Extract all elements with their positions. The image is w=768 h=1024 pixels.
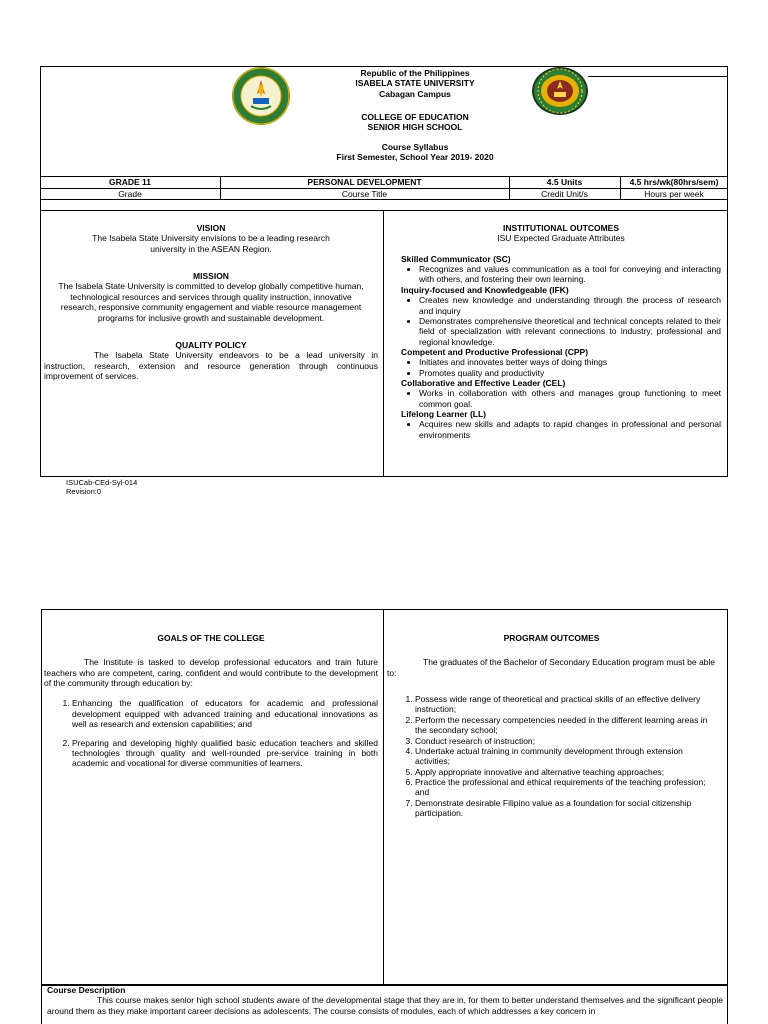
course-title-label: Course Title	[341, 189, 388, 199]
quality-policy-heading: QUALITY POLICY	[175, 339, 247, 350]
quality-policy-body: The Isabela State University endeavors to be a lead university in instruction, research, extension and resource generation through continuous improvement of services.	[44, 350, 378, 381]
io-group-title-ll: Lifelong Learner (LL)	[401, 409, 486, 420]
page1-body-divider	[383, 210, 384, 477]
io-group-title-cpp: Competent and Productive Professional (CPP)	[401, 346, 589, 357]
program-outcomes-intro	[387, 657, 716, 678]
credit-units-label: Credit Unit/s	[541, 189, 588, 199]
goals-intro-text: The Institute is tasked to develop professional educators and train future teachers who are competent, caring, confident and would contribute to the development of the community through education by:	[44, 657, 378, 689]
program-outcomes-column	[387, 633, 716, 818]
header-block	[291, 68, 539, 99]
credit-units-value: 4.5 Units	[546, 177, 583, 187]
goals-list	[44, 698, 378, 768]
mission-heading: MISSION	[193, 271, 229, 282]
io-list-sc	[401, 264, 721, 285]
isu-seal-logo	[231, 66, 291, 126]
program-outcome-item: 6. Practice the professional and ethical requirements of the teaching profession; and	[415, 777, 716, 798]
goals-column	[44, 633, 378, 777]
header-college: COLLEGE OF EDUCATION	[361, 112, 469, 122]
io-item: • Demonstrates comprehensive theoretical and technical concepts related to their field of specialization with relevant connections to industry, professional and regional knowledge.	[419, 316, 721, 347]
course-title-value: PERSONAL DEVELOPMENT	[307, 177, 422, 187]
io-group-title-cel: Collaborative and Effective Leader (CEL)	[401, 378, 566, 389]
program-outcome-item: 5. Apply appropriate innovative and alternative teaching approaches;	[415, 767, 716, 777]
header-college-block	[291, 112, 539, 133]
grade-label: Grade	[118, 189, 142, 199]
mission-text: The Isabela State University is committed to develop globally competitive human, technological resources and services through quality instruction, innovative research, responsive community engagement and viable resource management programs for inclusive growth and sustainable development.	[58, 281, 364, 323]
goals-heading: GOALS OF THE COLLEGE	[157, 633, 265, 643]
io-item: • Works in collaboration with others and manages group functioning to meet common goal.	[419, 388, 721, 409]
io-item: • Promotes quality and productivity	[419, 368, 721, 378]
io-item: • Initiates and innovates better ways of doing things	[419, 357, 721, 367]
program-outcome-item: 1. Possess wide range of theoretical and practical skills of an effective delivery instruction;	[415, 694, 716, 715]
io-heading: INSTITUTIONAL OUTCOMES	[502, 223, 619, 233]
header-school: SENIOR HIGH SCHOOL	[367, 122, 463, 133]
program-outcome-item: 2. Perform the necessary competencies needed in the different learning areas in the secondary school;	[415, 715, 716, 736]
vision-heading: VISION	[196, 223, 226, 233]
header-top-right-rule	[588, 76, 728, 77]
vmq-column	[44, 223, 378, 381]
course-description-heading: Course Description	[47, 985, 126, 995]
hours-per-week-label: Hours per week	[644, 189, 704, 199]
header-semester: First Semester, School Year 2019- 2020	[336, 152, 494, 163]
header-campus: Cabagan Campus	[379, 88, 451, 99]
doc-revision: Revision:0	[66, 487, 102, 497]
io-item: • Acquires new skills and adapts to rapid changes in professional and personal environments	[419, 419, 721, 440]
goals-intro	[44, 657, 378, 688]
header-university: ISABELA STATE UNIVERSITY	[355, 78, 475, 89]
course-description-body: This course makes senior high school students aware of the developmental stage that they are in, for them to better understand themselves and the significant people around them as they make important career decisions as adolescents. The course consists of modules, each of which addresses a key concern in	[47, 995, 723, 1016]
vision-text: The Isabela State University envisions to be a leading research university in the ASEAN Region.	[92, 233, 330, 254]
program-outcomes-list	[387, 694, 716, 818]
page2-body-divider	[383, 609, 384, 985]
doc-footer	[66, 478, 137, 496]
io-list-ifk	[401, 295, 721, 347]
program-outcome-item: 7. Demonstrate desirable Filipino value as a foundation for social citizenship participation.	[415, 798, 716, 819]
goal-item: 2. Preparing and developing highly qualified basic education teachers and skilled technologies through quality and well-rounded pre-service training in both academic and vocational for diverse communities of learners.	[72, 738, 378, 769]
quality-policy-text	[44, 350, 378, 381]
io-list-cpp	[401, 357, 721, 378]
course-description-text	[47, 995, 723, 1016]
program-outcome-item: 4. Undertake actual training in community development through extension activities;	[415, 746, 716, 767]
io-list-cel	[401, 388, 721, 409]
course-table-spacer-bottom	[40, 210, 728, 211]
io-item: • Creates new knowledge and understanding through the process of research and inquiry	[419, 295, 721, 316]
header-republic: Republic of the Philippines	[360, 68, 470, 78]
goal-item: 1. Enhancing the qualification of educators for academic and professional development equipped with advanced training and educational innovations as well as research and extension capabilities; and	[72, 698, 378, 729]
io-list-ll	[401, 419, 721, 440]
header-syllabus-block	[291, 142, 539, 163]
senior-high-school-seal-logo	[531, 66, 589, 116]
grade-value: GRADE 11	[108, 177, 152, 187]
io-group-title-ifk: Inquiry-focused and Knowledgeable (IFK)	[401, 284, 569, 295]
header-doc-type: Course Syllabus	[381, 142, 449, 152]
io-group-title-sc: Skilled Communicator (SC)	[401, 253, 511, 264]
institutional-outcomes-column	[401, 223, 721, 440]
course-description	[47, 985, 723, 1016]
program-outcome-item: 3. Conduct research of instruction;	[415, 736, 716, 746]
program-outcomes-intro-text: The graduates of the Bachelor of Secondary Education program must be able to:	[387, 657, 716, 678]
hours-per-week-value: 4.5 hrs/wk(80hrs/sem)	[629, 177, 719, 187]
doc-code: ISUCab-CEd-Syl-014	[66, 478, 138, 487]
program-outcomes-heading: PROGRAM OUTCOMES	[503, 633, 600, 643]
io-subheading: ISU Expected Graduate Attributes	[497, 233, 625, 244]
io-item: • Recognizes and values communication as a tool for conveying and interacting with others, and fostering their own learning.	[419, 264, 721, 285]
